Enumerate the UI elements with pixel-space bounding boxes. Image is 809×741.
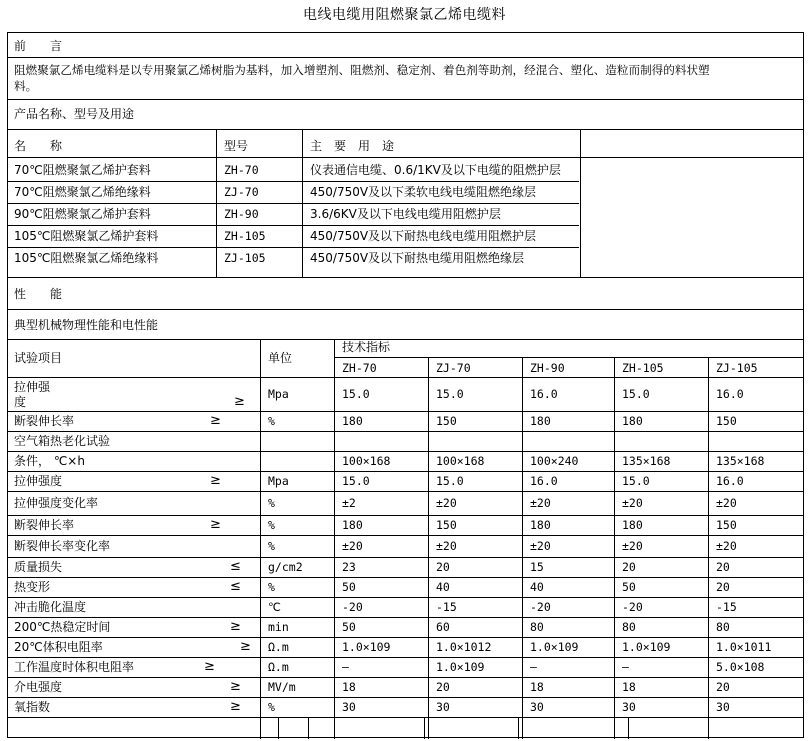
divider <box>8 99 803 100</box>
unit-value: Mpa <box>268 387 289 401</box>
divider <box>8 637 803 638</box>
spec-value: 30 <box>622 700 636 714</box>
unit-value: Mpa <box>268 474 289 488</box>
spec-value: ±20 <box>622 496 643 510</box>
test-item: 空气箱热老化试验 <box>14 434 111 448</box>
spec-value: 16.0 <box>530 387 558 401</box>
operator-symbol: ≥ <box>210 517 221 532</box>
test-item: 拉伸强 <box>14 380 51 394</box>
spec-value: 80 <box>530 620 544 634</box>
operator-symbol: ≥ <box>210 413 221 428</box>
divider <box>8 697 803 698</box>
spec-value: 150 <box>436 414 457 428</box>
spec-value: 1.0×1012 <box>436 640 492 654</box>
spec-value: 20 <box>716 560 730 574</box>
performance-header-spec: 技术指标 <box>342 340 391 354</box>
divider <box>8 557 803 558</box>
spec-value: 40 <box>530 580 544 594</box>
spec-value: -20 <box>342 600 363 614</box>
products-header-use: 主 要 用 途 <box>310 139 395 153</box>
spec-value: ±20 <box>436 496 457 510</box>
performance-section-title: 性 能 <box>14 287 63 301</box>
unit-value: MV/m <box>268 680 296 694</box>
unit-value: ℃ <box>268 600 281 614</box>
divider <box>8 451 803 452</box>
divider <box>8 515 803 516</box>
spec-value: ±20 <box>716 539 737 553</box>
divider <box>8 277 803 278</box>
test-item: 工作温度时体积电阻率 <box>14 660 135 674</box>
spec-value: 20 <box>436 560 450 574</box>
spec-value: 1.0×109 <box>530 640 579 654</box>
product-model: ZJ-70 <box>224 185 259 199</box>
spec-value: ±20 <box>530 539 551 553</box>
product-name: 70℃阻燃聚氯乙烯护套料 <box>14 163 151 177</box>
spec-value: 30 <box>530 700 544 714</box>
preface-heading: 前 言 <box>14 39 63 53</box>
spec-value: 15.0 <box>342 387 370 401</box>
divider <box>8 247 579 248</box>
spec-value: ±2 <box>342 496 356 510</box>
spec-value: ±20 <box>436 539 457 553</box>
divider <box>334 357 803 358</box>
spec-value: -20 <box>622 600 643 614</box>
performance-header-model: ZJ-105 <box>716 361 758 375</box>
document-title: 电线电缆用阻燃聚氯乙烯电缆料 <box>303 7 506 23</box>
test-item: 拉伸强度变化率 <box>14 496 99 510</box>
spec-value: 30 <box>342 700 356 714</box>
spec-value: 15.0 <box>436 387 464 401</box>
spec-value: 80 <box>716 620 730 634</box>
spec-value: ±20 <box>622 539 643 553</box>
product-name: 90℃阻燃聚氯乙烯护套料 <box>14 207 151 221</box>
performance-header-model: ZH-70 <box>342 361 377 375</box>
spec-value: 30 <box>436 700 450 714</box>
unit-value: % <box>268 414 275 428</box>
spec-value: 180 <box>622 518 643 532</box>
column-divider <box>580 129 581 277</box>
spec-value: 135×168 <box>622 454 671 468</box>
divider <box>8 717 803 718</box>
spec-value: 16.0 <box>530 474 558 488</box>
divider <box>8 181 579 182</box>
unit-value: % <box>268 496 275 510</box>
operator-symbol: ≥ <box>240 639 251 654</box>
divider <box>8 471 803 472</box>
spec-value: 16.0 <box>716 474 744 488</box>
divider <box>8 411 803 412</box>
performance-header-item: 试验项目 <box>14 351 63 365</box>
test-item: 200℃热稳定时间 <box>14 620 111 634</box>
product-name: 105℃阻燃聚氯乙烯绝缘料 <box>14 251 159 265</box>
column-divider <box>522 357 523 739</box>
product-name: 105℃阻燃聚氯乙烯护套料 <box>14 229 159 243</box>
operator-symbol: ≥ <box>210 473 221 488</box>
divider <box>8 225 579 226</box>
spec-value: — <box>342 660 349 674</box>
performance-subtitle: 典型机械物理性能和电性能 <box>14 318 159 332</box>
column-divider <box>424 717 425 739</box>
spec-value: 60 <box>436 620 450 634</box>
products-section-title: 产品名称、型号及用途 <box>14 107 135 121</box>
unit-value: % <box>268 580 275 594</box>
unit-value: g/cm2 <box>268 560 303 574</box>
performance-header-model: ZH-105 <box>622 361 664 375</box>
spec-value: ±20 <box>530 496 551 510</box>
spec-value: 1.0×109 <box>622 640 671 654</box>
column-divider <box>628 717 629 739</box>
column-divider <box>518 717 519 739</box>
test-item: 热变形 <box>14 580 51 594</box>
spec-value: 20 <box>622 560 636 574</box>
divider <box>8 617 803 618</box>
product-model: ZH-105 <box>224 229 266 243</box>
column-divider <box>278 717 279 739</box>
spec-value: 15 <box>530 560 544 574</box>
spec-value: 5.0×108 <box>716 660 765 674</box>
product-model: ZH-90 <box>224 207 259 221</box>
spec-value: 180 <box>530 518 551 532</box>
spec-value: 20 <box>716 680 730 694</box>
spec-value: -15 <box>436 600 457 614</box>
spec-value: 180 <box>530 414 551 428</box>
spec-value: 15.0 <box>436 474 464 488</box>
spec-value: 50 <box>342 580 356 594</box>
test-item: 氧指数 <box>14 700 51 714</box>
product-name: 70℃阻燃聚氯乙烯绝缘料 <box>14 185 151 199</box>
spec-value: ±20 <box>716 496 737 510</box>
operator-symbol: ≤ <box>230 579 241 594</box>
divider <box>8 203 579 204</box>
product-use: 3.6/6KV及以下电线电缆用阻燃护层 <box>310 207 501 221</box>
spec-value: 1.0×109 <box>342 640 391 654</box>
column-divider <box>334 339 335 739</box>
test-item: 拉伸强度 <box>14 474 63 488</box>
spec-value: 80 <box>622 620 636 634</box>
divider <box>8 491 803 492</box>
product-use: 仪表通信电缆、0.6/1KV及以下电缆的阻燃护层 <box>310 163 561 177</box>
operator-symbol: ≤ <box>230 559 241 574</box>
spec-value: 100×168 <box>342 454 391 468</box>
performance-header-unit: 单位 <box>268 351 293 365</box>
product-use: 450/750V及以下耐热电线电缆用阻燃护层 <box>310 229 537 243</box>
divider <box>8 657 803 658</box>
divider <box>8 677 803 678</box>
divider <box>8 157 803 158</box>
column-divider <box>708 357 709 739</box>
operator-symbol: ≥ <box>204 659 215 674</box>
unit-value: Ω.m <box>268 660 289 674</box>
column-divider <box>614 357 615 739</box>
spec-value: 150 <box>716 414 737 428</box>
unit-value: % <box>268 539 275 553</box>
unit-value: % <box>268 700 275 714</box>
spec-value: 15.0 <box>622 474 650 488</box>
spec-value: 180 <box>622 414 643 428</box>
spec-value: -20 <box>530 600 551 614</box>
spec-value: 150 <box>436 518 457 532</box>
spec-value: 1.0×1011 <box>716 640 772 654</box>
product-use: 450/750V及以下耐热电缆用阻燃绝缘层 <box>310 251 525 265</box>
spec-value: 40 <box>436 580 450 594</box>
divider <box>8 431 803 432</box>
spec-value: 180 <box>342 414 363 428</box>
spec-value: 30 <box>716 700 730 714</box>
divider <box>8 309 803 310</box>
test-item: 质量损失 <box>14 560 63 574</box>
operator-symbol: ≥ <box>230 699 241 714</box>
divider <box>8 339 803 340</box>
spec-value: 15.0 <box>342 474 370 488</box>
test-item-cont: 度 <box>14 395 27 409</box>
spec-value: ±20 <box>342 539 363 553</box>
divider <box>8 377 803 378</box>
unit-value: min <box>268 620 289 634</box>
spec-value: 180 <box>342 518 363 532</box>
spec-value: 135×168 <box>716 454 765 468</box>
unit-value: Ω.m <box>268 640 289 654</box>
spec-value: 23 <box>342 560 356 574</box>
spec-value: 15.0 <box>622 387 650 401</box>
products-header-name: 名 称 <box>14 139 63 153</box>
spec-value: 100×168 <box>436 454 485 468</box>
spec-value: 1.0×109 <box>436 660 485 674</box>
test-item: 断裂伸长率变化率 <box>14 539 111 553</box>
test-item: 介电强度 <box>14 680 63 694</box>
spec-value: 50 <box>342 620 356 634</box>
spec-value: — <box>622 660 629 674</box>
spec-value: 20 <box>436 680 450 694</box>
test-item: 断裂伸长率 <box>14 518 75 532</box>
divider <box>8 535 803 536</box>
spec-value: 20 <box>716 580 730 594</box>
spec-value: 18 <box>622 680 636 694</box>
test-item: 断裂伸长率 <box>14 414 75 428</box>
column-divider <box>260 339 261 739</box>
unit-value: % <box>268 518 275 532</box>
product-model: ZJ-105 <box>224 251 266 265</box>
preface-text-line1: 阻燃聚氯乙烯电缆料是以专用聚氯乙烯树脂为基料，加入增塑剂、阻燃剂、稳定剂、着色剂等助剂，经混合、塑化、造粒而制得的料状塑 <box>14 63 710 77</box>
divider <box>8 597 803 598</box>
column-divider <box>428 357 429 739</box>
spec-value: 18 <box>342 680 356 694</box>
spec-value: 100×240 <box>530 454 579 468</box>
product-use: 450/750V及以下柔软电线电缆阻燃绝缘层 <box>310 185 537 199</box>
performance-header-model: ZJ-70 <box>436 361 471 375</box>
test-item: 条件， ℃×h <box>14 454 85 468</box>
performance-header-model: ZH-90 <box>530 361 565 375</box>
products-header-model: 型号 <box>224 139 249 153</box>
operator-symbol: ≥ <box>230 619 241 634</box>
spec-table <box>7 32 804 738</box>
operator-symbol: ≥ <box>234 394 245 409</box>
spec-value: -15 <box>716 600 737 614</box>
spec-value: 18 <box>530 680 544 694</box>
preface-text-line2: 料。 <box>14 79 38 93</box>
operator-symbol: ≥ <box>230 679 241 694</box>
spec-value: 50 <box>622 580 636 594</box>
product-model: ZH-70 <box>224 163 259 177</box>
spec-value: 16.0 <box>716 387 744 401</box>
divider <box>8 129 803 130</box>
test-item: 冲击脆化温度 <box>14 600 87 614</box>
divider <box>8 57 803 58</box>
spec-value: — <box>530 660 537 674</box>
divider <box>8 577 803 578</box>
spec-value: 150 <box>716 518 737 532</box>
test-item: 20℃体积电阻率 <box>14 640 103 654</box>
column-divider <box>308 717 309 739</box>
